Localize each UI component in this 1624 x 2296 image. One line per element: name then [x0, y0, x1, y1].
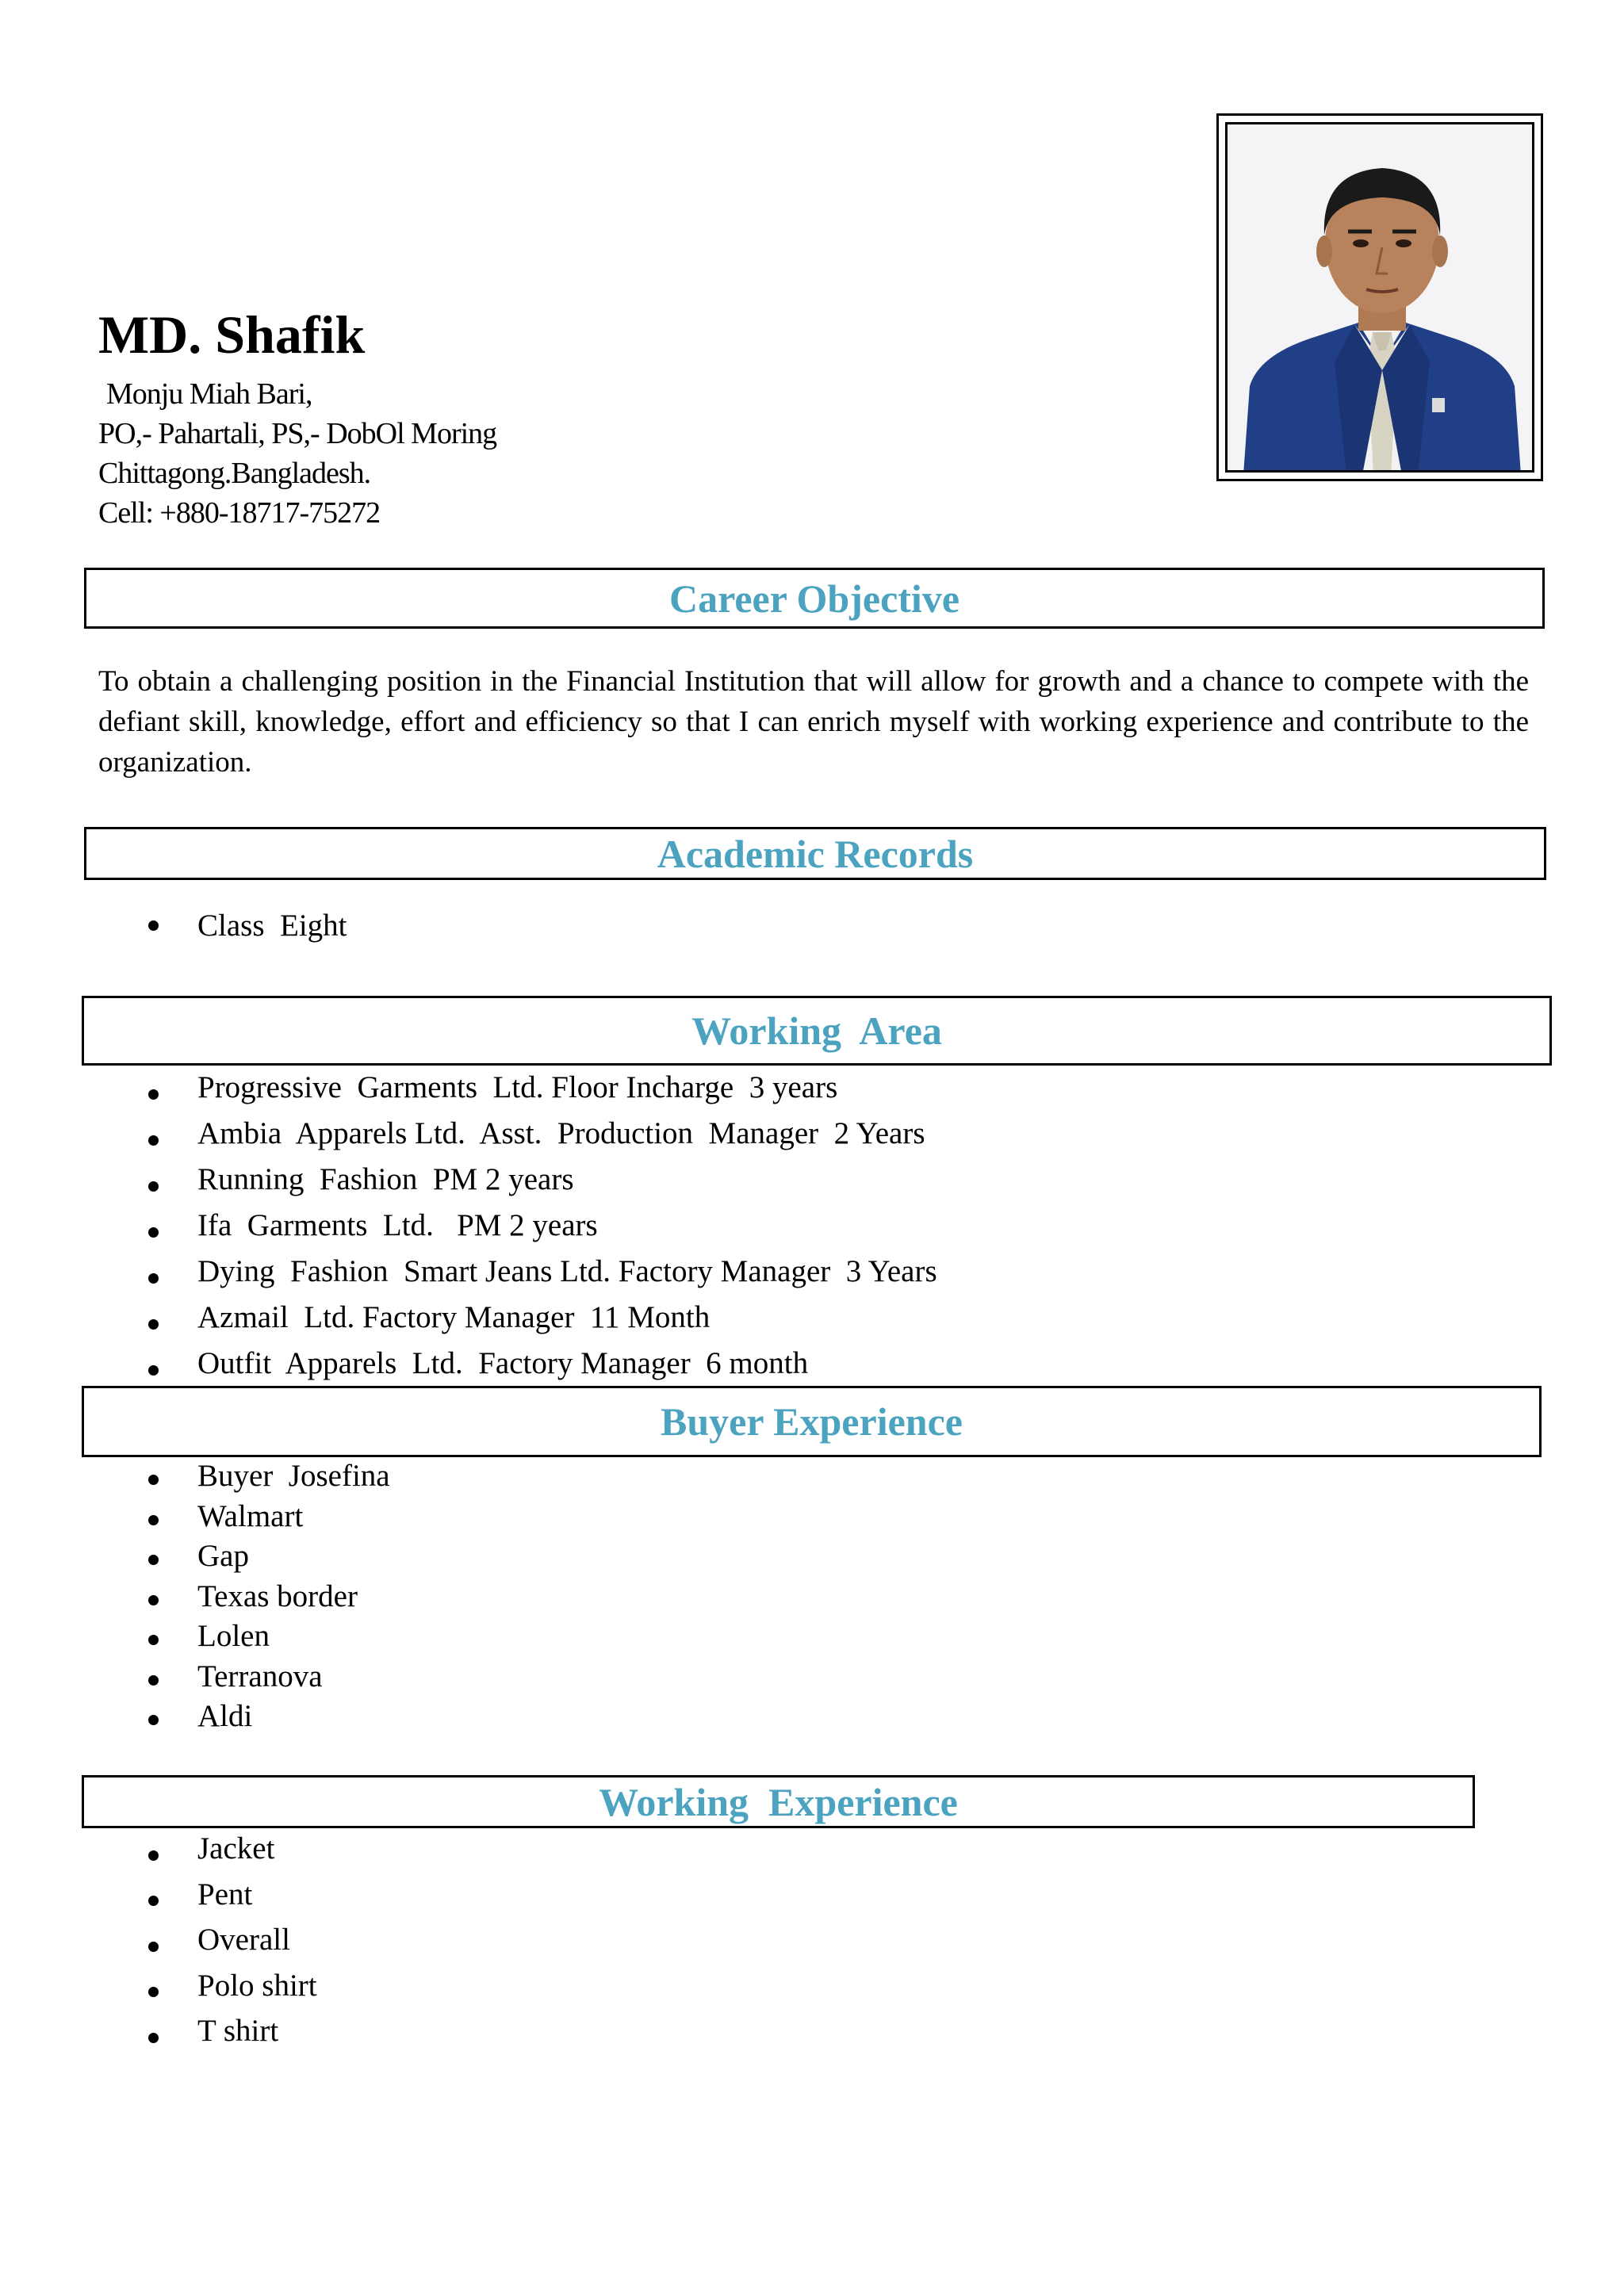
- list-item: Terranova: [0, 1661, 390, 1701]
- candidate-name: MD. Shafik: [98, 304, 366, 365]
- academic-records-list: [0, 910, 347, 941]
- section-heading-career-objective: [84, 568, 1545, 629]
- section-title: Career Objective: [668, 576, 960, 621]
- section-title: Working Area: [691, 1008, 942, 1053]
- list-item: Class Eight: [0, 910, 347, 941]
- section-title: Academic Records: [657, 831, 974, 876]
- list-item: Pent: [0, 1879, 317, 1925]
- profile-photo-image: [1228, 124, 1534, 473]
- list-item: Ambia Apparels Ltd. Asst. Production Manager 2 Years: [0, 1118, 937, 1164]
- section-heading-buyer-experience: [82, 1386, 1542, 1457]
- list-item: Lolen: [0, 1621, 390, 1661]
- list-item: Texas border: [0, 1581, 390, 1621]
- list-item: Ifa Garments Ltd. PM 2 years: [0, 1210, 937, 1256]
- address-line: Monju Miah Bari,: [106, 377, 312, 411]
- list-item: Aldi: [0, 1701, 390, 1741]
- address-line: Chittagong.Bangladesh.: [98, 457, 371, 490]
- career-objective-text: To obtain a challenging position in the Financial Institution that will allow for growth and a chance to compete with the defiant skill, knowledge, effort and efficiency so that I can enrich myself with working experience and contribute to the organization.: [98, 665, 1529, 779]
- list-item: Progressive Garments Ltd. Floor Incharge 3 years: [0, 1072, 937, 1118]
- working-area-list: [0, 1072, 937, 1394]
- list-item: Buyer Josefina: [0, 1460, 390, 1501]
- section-heading-academic-records: [84, 827, 1546, 880]
- list-item: Overall: [0, 1924, 317, 1970]
- list-item: Walmart: [0, 1501, 390, 1541]
- buyer-experience-list: [0, 1460, 390, 1741]
- section-title: Buyer Experience: [661, 1399, 963, 1444]
- profile-photo: [1225, 122, 1534, 473]
- phone-line: Cell: +880-18717-75272: [98, 496, 381, 530]
- section-heading-working-area: [82, 996, 1552, 1066]
- working-experience-list: [0, 1833, 317, 2061]
- list-item: Gap: [0, 1540, 390, 1581]
- contact-block: [98, 374, 496, 533]
- list-item: Azmail Ltd. Factory Manager 11 Month: [0, 1302, 937, 1348]
- list-item: Polo shirt: [0, 1970, 317, 2016]
- photo-frame: [1216, 113, 1543, 481]
- list-item: Running Fashion PM 2 years: [0, 1164, 937, 1210]
- list-item: Outfit Apparels Ltd. Factory Manager 6 month: [0, 1348, 937, 1394]
- section-heading-working-experience: [82, 1775, 1475, 1828]
- section-title: Working Experience: [599, 1779, 958, 1824]
- list-item: Dying Fashion Smart Jeans Ltd. Factory Manager 3 Years: [0, 1256, 937, 1302]
- list-item: T shirt: [0, 2015, 317, 2061]
- address-line: PO,- Pahartali, PS,- DobOl Moring: [98, 417, 497, 450]
- list-item: Jacket: [0, 1833, 317, 1879]
